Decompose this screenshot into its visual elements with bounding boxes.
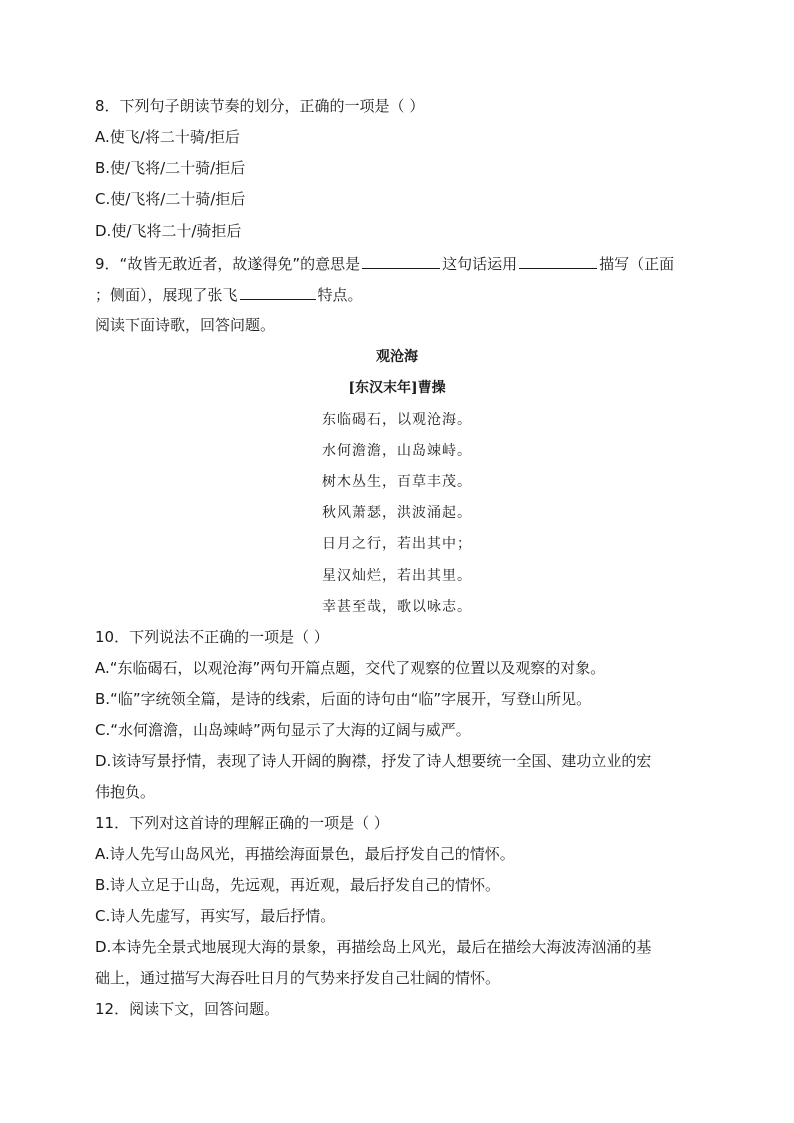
q10-option-d-cont: 伟抱负。 <box>95 783 156 801</box>
poem-line: 树木丛生，百草丰茂。 <box>322 474 472 490</box>
poem-line: 星汉灿烂，若出其里。 <box>322 568 472 584</box>
q8-stem: 8．下列句子朗读节奏的划分，正确的一项是（ ） <box>95 97 425 115</box>
q8-option-c: C.使/飞将/二十骑/拒后 <box>95 190 246 208</box>
q11-option-d-cont: 础上，通过描写大海吞吐日月的气势来抒发自己壮阔的情怀。 <box>95 969 501 987</box>
q10-stem: 10．下列说法不正确的一项是（ ） <box>95 628 329 646</box>
q9-blank-1[interactable] <box>362 253 440 269</box>
poem-author: [东汉末年]曹操 <box>348 380 446 396</box>
poem-line: 东临碣石，以观沧海。 <box>322 412 472 428</box>
q9-blank-2[interactable] <box>519 253 597 269</box>
q9-text-4: ；侧面），展现了张飞 <box>95 286 238 304</box>
q10-option-a: A.“东临碣石，以观沧海”两句开篇点题，交代了观察的位置以及观察的对象。 <box>95 659 606 677</box>
poem-line: 日月之行，若出其中； <box>322 536 472 552</box>
q12-stem: 12．阅读下文，回答问题。 <box>95 1000 280 1018</box>
poem-line: 幸甚至哉，歌以咏志。 <box>322 599 472 615</box>
q9-text-1: 9．“故皆无敢近者，故遂得免”的意思是 <box>95 255 361 273</box>
q10-option-b: B.“临”字统领全篇，是诗的线索，后面的诗句由“临”字展开，写登山所见。 <box>95 690 592 708</box>
poem-line: 秋风萧瑟，洪波涌起。 <box>322 505 472 521</box>
q9-line-1 <box>95 253 700 274</box>
q9-text-5: 特点。 <box>317 286 363 304</box>
poem-line: 水何澹澹，山岛竦峙。 <box>322 443 472 459</box>
q11-option-a: A.诗人先写山岛风光，再描绘海面景色，最后抒发自己的情怀。 <box>95 845 515 863</box>
q10-option-c: C.“水何澹澹，山岛竦峙”两句显示了大海的辽阔与威严。 <box>95 721 471 739</box>
q9-text-2: 这句话运用 <box>442 255 518 273</box>
q8-option-a: A.使飞/将二十骑/拒后 <box>95 128 240 146</box>
q9-line-2 <box>95 284 700 305</box>
q10-option-d: D.该诗写景抒情，表现了诗人开阔的胸襟，抒发了诗人想要统一全国、建功立业的宏 <box>95 752 652 770</box>
q8-option-d: D.使/飞将二十/骑拒后 <box>95 222 242 240</box>
q11-option-b: B.诗人立足于山岛，先远观，再近观，最后抒发自己的情怀。 <box>95 876 501 894</box>
q9-text-3: 描写（正面 <box>599 255 675 273</box>
poem-title: 观沧海 <box>376 349 418 365</box>
q11-option-c: C.诗人先虚写，再实写，最后抒情。 <box>95 907 336 925</box>
q11-stem: 11．下列对这首诗的理解正确的一项是（ ） <box>95 814 389 832</box>
reading-intro: 阅读下面诗歌，回答问题。 <box>95 316 276 334</box>
q8-option-b: B.使/飞将/二十骑/拒后 <box>95 159 246 177</box>
q9-blank-3[interactable] <box>240 284 316 300</box>
q11-option-d: D.本诗先全景式地展现大海的景象，再描绘岛上风光，最后在描绘大海波涛汹涌的基 <box>95 938 652 956</box>
